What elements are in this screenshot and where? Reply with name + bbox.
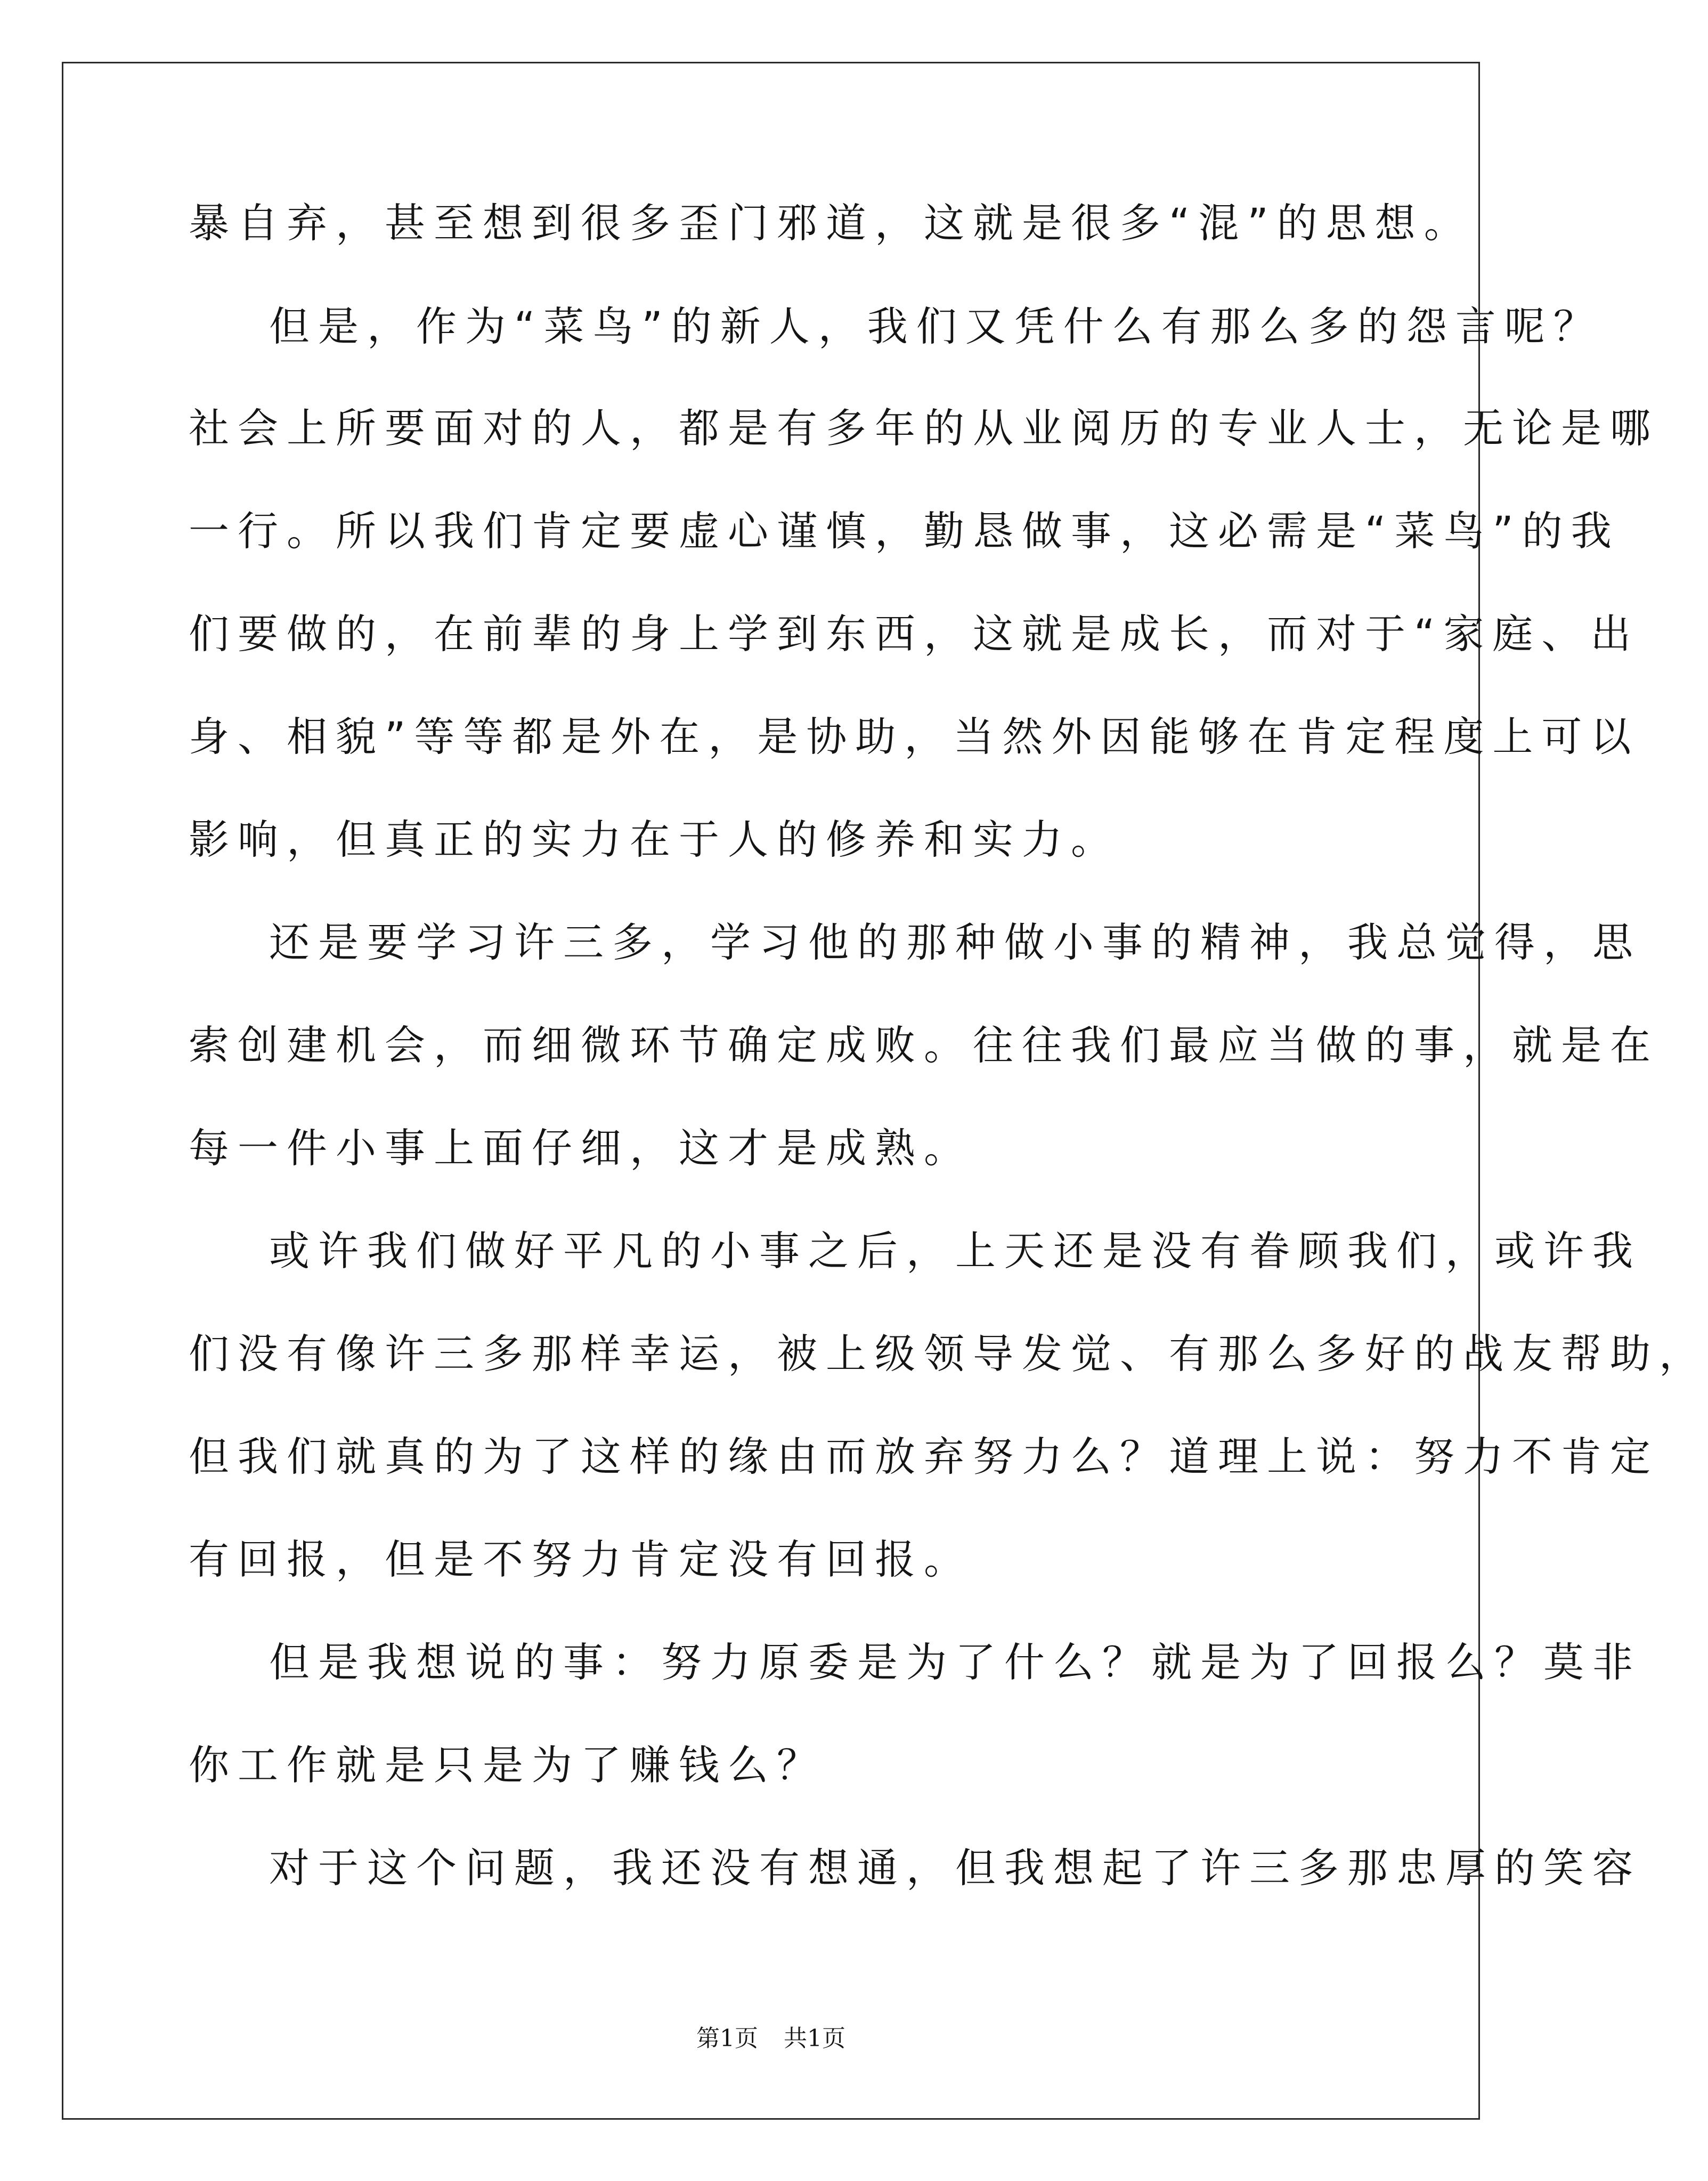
text-line-11: 或许我们做好平凡的小事之后，上天还是没有眷顾我们，或许我 [269, 1227, 1641, 1275]
page-border [62, 62, 1480, 2120]
page-footer [0, 2024, 1542, 2054]
text-line-10: 每一件小事上面仔细，这才是成熟。 [189, 1124, 973, 1172]
text-line-5: 们要做的，在前辈的身上学到东西，这就是成长，而对于“家庭、出 [189, 610, 1640, 658]
page-number: 第1页 [696, 2025, 758, 2052]
text-line-13: 但我们就真的为了这样的缘由而放弃努力么？道理上说：努力不肯定 [189, 1433, 1659, 1480]
page-total: 共1页 [784, 2025, 845, 2052]
text-line-14: 有回报，但是不努力肯定没有回报。 [189, 1536, 973, 1583]
text-line-7: 影响，但真正的实力在于人的修养和实力。 [189, 816, 1120, 863]
text-line-16: 你工作就是只是为了赚钱么？ [189, 1741, 826, 1789]
text-line-9: 索创建机会，而细微环节确定成败。往往我们最应当做的事，就是在 [189, 1021, 1659, 1069]
text-line-1: 暴自弃，甚至想到很多歪门邪道，这就是很多“混”的思想。 [189, 199, 1473, 247]
text-line-12: 们没有像许三多那样幸运，被上级领导发觉、有那么多好的战友帮助， [189, 1330, 1708, 1377]
text-line-17: 对于这个问题，我还没有想通，但我想起了许三多那忠厚的笑容 [269, 1844, 1641, 1892]
text-line-3: 社会上所要面对的人，都是有多年的从业阅历的专业人士，无论是哪 [189, 404, 1659, 452]
text-line-2: 但是，作为“菜鸟”的新人，我们又凭什么有那么多的怨言呢？ [269, 303, 1603, 350]
text-line-8: 还是要学习许三多，学习他的那种做小事的精神，我总觉得，思 [269, 919, 1641, 966]
text-line-4: 一行。所以我们肯定要虚心谨慎，勤恳做事，这必需是“菜鸟”的我 [189, 507, 1620, 555]
text-line-6: 身、相貌”等等都是外在，是协助，当然外因能够在肯定程度上可以 [189, 713, 1640, 760]
text-line-15: 但是我想说的事：努力原委是为了什么？就是为了回报么？莫非 [269, 1639, 1641, 1686]
